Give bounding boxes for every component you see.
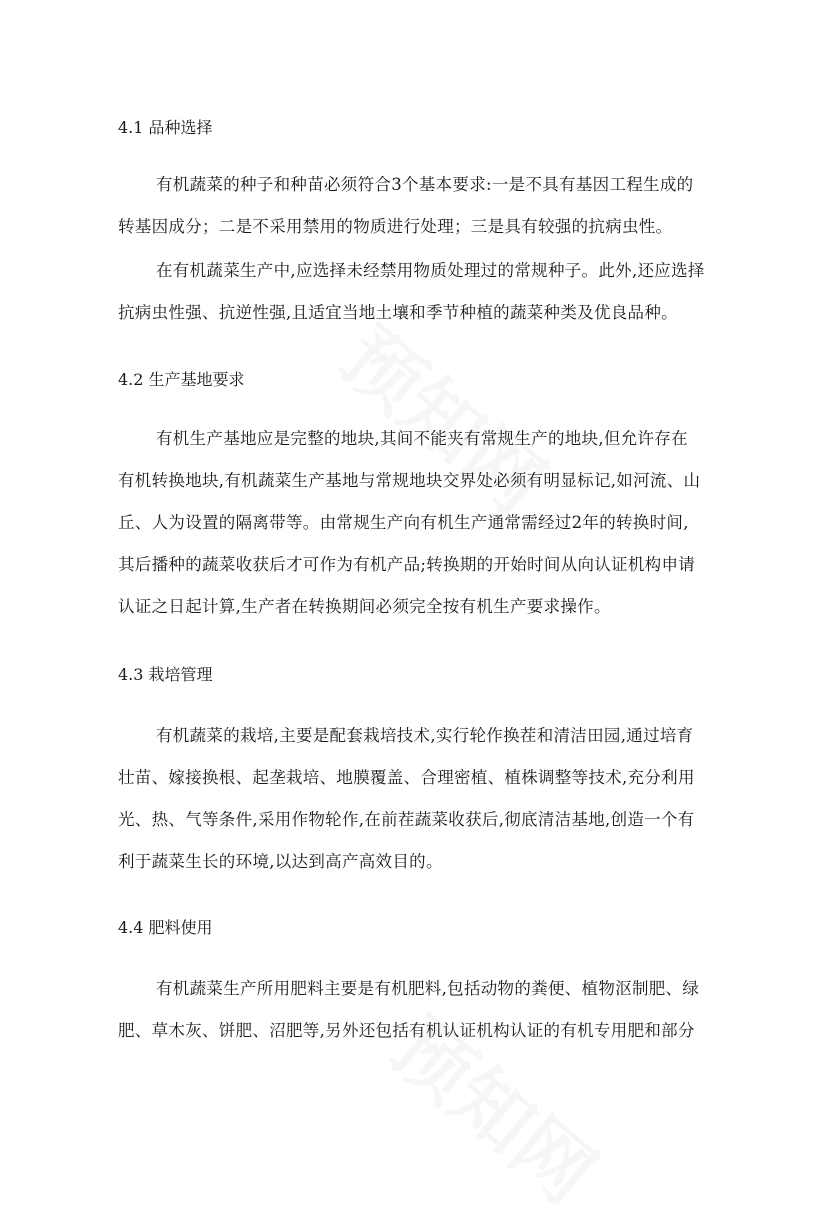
paragraph <box>118 164 718 248</box>
paragraph-line: 抗病虫性强、抗逆性强,且适宜当地土壤和季节种植的蔬菜种类及优良品种。 <box>118 303 678 322</box>
paragraph-line: 其后播种的蔬菜收获后才可作为有机产品;转换期的开始时间从向认证机构申请 <box>118 555 696 574</box>
paragraph-line: 有机生产基地应是完整的地块,其间不能夹有常规生产的地块,但允许存在 <box>156 429 688 448</box>
paragraph-line: 有机蔬菜的栽培,主要是配套栽培技术,实行轮作换茬和清洁田园,通过培育 <box>156 726 694 745</box>
paragraph-line: 丘、人为设置的隔离带等。由常规生产向有机生产通常需经过2年的转换时间, <box>118 513 689 532</box>
paragraph <box>118 418 718 628</box>
section-heading: 4.4 肥料使用 <box>118 918 213 937</box>
paragraph <box>118 250 718 334</box>
paragraph-line: 在有机蔬菜生产中,应选择未经禁用物质处理过的常规种子。此外,还应选择 <box>156 261 705 280</box>
section-heading: 4.2 生产基地要求 <box>118 370 245 389</box>
paragraph-line: 壮苗、嫁接换根、起垄栽培、地膜覆盖、合理密植、植株调整等技术,充分利用 <box>118 768 695 787</box>
paragraph-line: 转基因成分；二是不采用禁用的物质进行处理；三是具有较强的抗病虫性。 <box>118 217 673 236</box>
paragraph <box>118 715 718 883</box>
paragraph-line: 有机转换地块,有机蔬菜生产基地与常规地块交界处必须有明显标记,如河流、山 <box>118 471 701 490</box>
paragraph-line: 认证之日起计算,生产者在转换期间必须完全按有机生产要求操作。 <box>118 597 611 616</box>
paragraph-line: 肥、草木灰、饼肥、沼肥等,另外还包括有机认证机构认证的有机专用肥和部分 <box>118 1021 695 1040</box>
paragraph <box>118 968 718 1052</box>
section-heading: 4.1 品种选择 <box>118 118 213 137</box>
paragraph-line: 利于蔬菜生长的环境,以达到高产高效目的。 <box>118 852 443 871</box>
section-heading: 4.3 栽培管理 <box>118 665 213 684</box>
paragraph-line: 有机蔬菜生产所用肥料主要是有机肥料,包括动物的粪便、植物沤制肥、绿 <box>156 979 700 998</box>
paragraph-line: 有机蔬菜的种子和种苗必须符合3个基本要求:一是不具有基因工程生成的 <box>156 175 694 194</box>
paragraph-line: 光、热、气等条件,采用作物轮作,在前茬蔬菜收获后,彻底清洁基地,创造一个有 <box>118 810 695 829</box>
